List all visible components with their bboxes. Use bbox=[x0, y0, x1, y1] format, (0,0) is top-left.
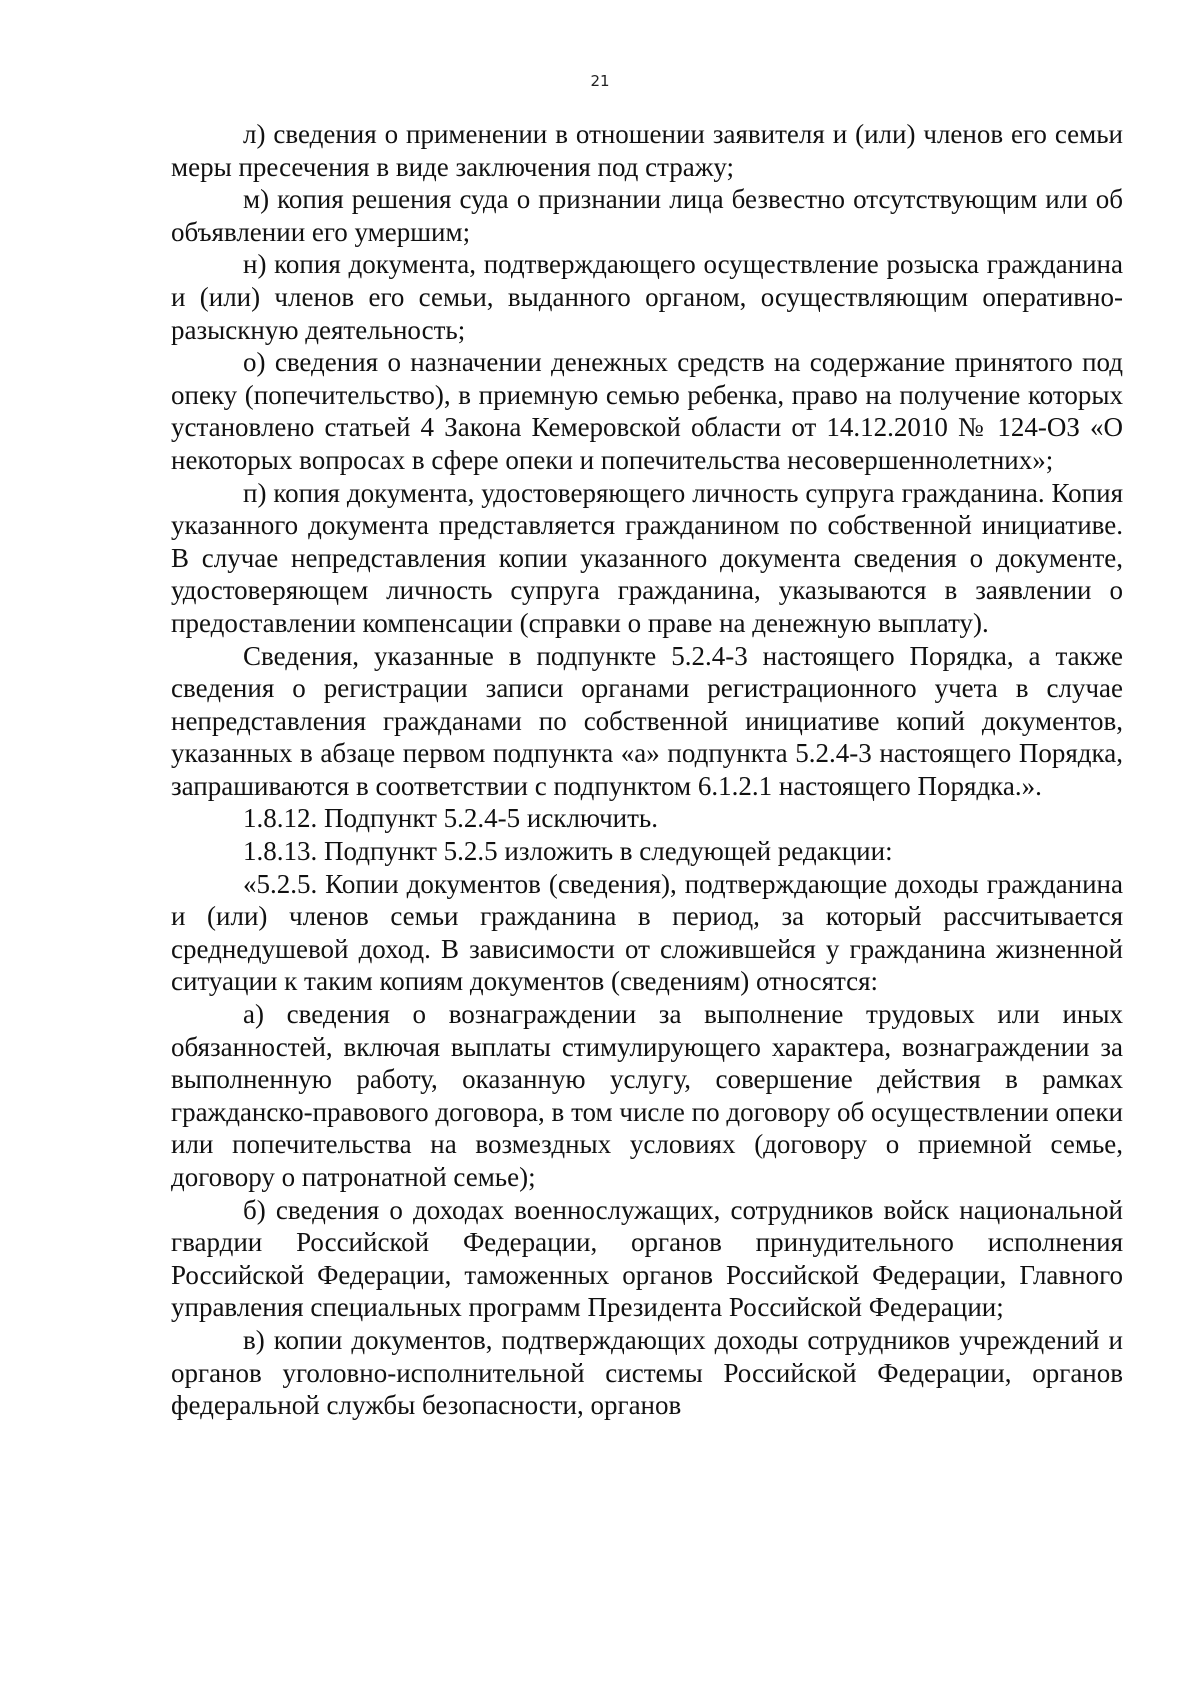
paragraph-o: о) сведения о назначении денежных средств на содержание принятого под опеку (попечительство), в приемную семью ребенка, право на получение которых установлено статьей 4 Закона Кемеровской области от 14.12.2010 № 124-ОЗ «О некоторых вопросах в сфере опеки и попечительства несовершеннолетних»; bbox=[171, 347, 1123, 475]
paragraph-v: в) копии документов, подтверждающих доходы сотрудников учреждений и органов уголовно-исполнительной системы Российской Федерации, органов федеральной службы безопасности, органов bbox=[171, 1324, 1123, 1421]
document-body bbox=[171, 118, 1123, 1422]
paragraph-1-8-12: 1.8.12. Подпункт 5.2.4-5 исключить. bbox=[243, 803, 658, 834]
paragraph-1-8-13: 1.8.13. Подпункт 5.2.5 изложить в следующей редакции: bbox=[243, 836, 893, 867]
paragraph-p: п) копия документа, удостоверяющего личность супруга гражданина. Копия указанного документа представляется гражданином по собственной инициативе. В случае непредставления копии указанного документа сведения о документе, удостоверяющем личность супруга гражданина, указываются в заявлении о предоставлении компенсации (справки о праве на денежную выплату). bbox=[171, 477, 1123, 638]
paragraph-m: м) копия решения суда о признании лица безвестно отсутствующим или об объявлении его умершим; bbox=[171, 184, 1123, 247]
paragraph-a: а) сведения о вознаграждении за выполнение трудовых или иных обязанностей, включая выплаты стимулирующего характера, вознаграждении за выполненную работу, оказанную услугу, совершение действия в рамках гражданско-правового договора, в том числе по договору об осуществлении опеки или попечительства на возмездных условиях (договору о приемной семье, договору о патронатной семье); bbox=[171, 999, 1123, 1192]
page-number: 21 bbox=[590, 72, 610, 90]
paragraph-5-2-5: «5.2.5. Копии документов (сведения), подтверждающие доходы гражданина и (или) членов семьи гражданина в период, за который рассчитывается среднедушевой доход. В зависимости от сложившейся у гражданина жизненной ситуации к таким копиям документов (сведениям) относятся: bbox=[171, 868, 1123, 997]
paragraph-n: н) копия документа, подтверждающего осуществление розыска гражданина и (или) членов его семьи, выданного органом, осуществляющим оперативно-разыскную деятельность; bbox=[171, 249, 1123, 345]
paragraph-svedeniya: Сведения, указанные в подпункте 5.2.4-3 настоящего Порядка, а также сведения о регистрации записи органами регистрационного учета в случае непредставления гражданами по собственной инициативе копий документов, указанных в абзаце первом подпункта «а» подпункта 5.2.4-3 настоящего Порядка, запрашиваются в соответствии с подпунктом 6.1.2.1 настоящего Порядка.». bbox=[171, 640, 1123, 801]
paragraph-b: б) сведения о доходах военнослужащих, сотрудников войск национальной гвардии Российской Федерации, органов принудительного исполнения Российской Федерации, таможенных органов Российской Федерации, Главного управления специальных программ Президента Российской Федерации; bbox=[171, 1194, 1123, 1323]
paragraph-l: л) сведения о применении в отношении заявителя и (или) членов его семьи меры пресечения в виде заключения под стражу; bbox=[171, 119, 1123, 182]
